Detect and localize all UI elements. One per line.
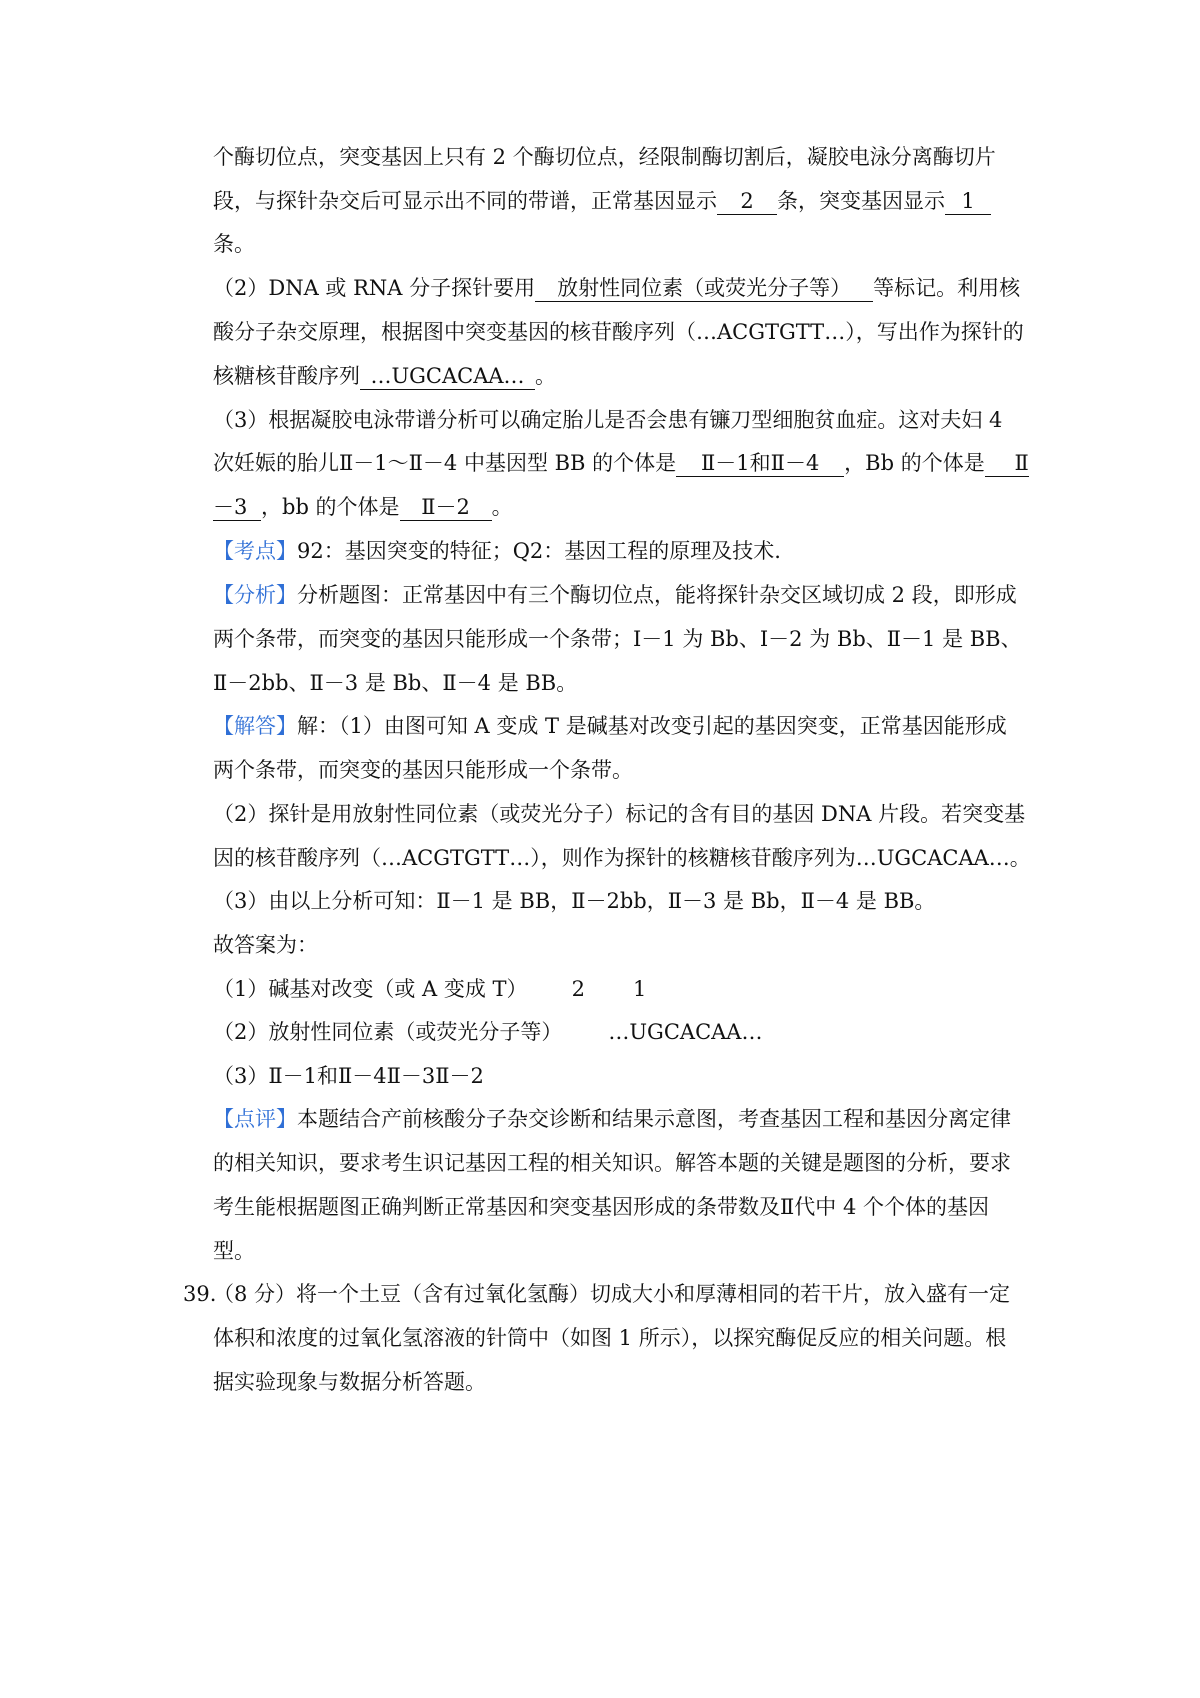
- answer-blank-label-method: 放射性同位素（或荧光分子等）: [535, 276, 873, 302]
- answer-blank-recessive-individual: Ⅱ－2: [400, 495, 492, 521]
- answer-1-mutant-bands: 1: [632, 977, 647, 1001]
- q38-p3-line2-text-a: 次妊娠的胎儿Ⅱ－1～Ⅱ－4 中基因型 BB 的个体是: [213, 451, 677, 475]
- q38-p2-line3-text-b: 。: [535, 364, 556, 388]
- answer-1-normal-bands: 2: [571, 977, 585, 1001]
- answer-blank-bb-individuals: Ⅱ－1和Ⅱ－4: [676, 451, 844, 477]
- fenxi-tag: 【分析】: [213, 583, 297, 607]
- q38-p1-line3: 条。: [213, 232, 255, 256]
- answer-2-text: （2）放射性同位素（或荧光分子等）: [213, 1020, 563, 1044]
- fenxi-text-1: 分析题图：正常基因中有三个酶切位点，能将探针杂交区域切成 2 段，即形成: [297, 583, 1017, 607]
- q39-line3: 据实验现象与数据分析答题。: [213, 1370, 486, 1394]
- q38-p3-line2-text-b: ，Bb 的个体是: [844, 451, 985, 475]
- dianping-line4: 型。: [213, 1239, 255, 1263]
- jieda-line3: （2）探针是用放射性同位素（或荧光分子）标记的含有目的基因 DNA 片段。若突变基: [213, 802, 1026, 826]
- q38-p3-line3: [213, 492, 513, 522]
- answer-blank-normal-bands: 2: [717, 189, 777, 215]
- fenxi-line3: Ⅱ－2bb、Ⅱ－3 是 Bb、Ⅱ－4 是 BB。: [213, 671, 578, 695]
- answer-2-sequence: …UGCACAA…: [608, 1020, 763, 1044]
- jieda-line5: （3）由以上分析可知：Ⅱ－1 是 BB，Ⅱ－2bb，Ⅱ－3 是 Bb，Ⅱ－4 是 BB。: [213, 889, 936, 913]
- q38-p2-line1-text-a: （2）DNA 或 RNA 分子探针要用: [213, 276, 536, 300]
- q38-p2-line1-text-b: 等标记。利用核: [873, 276, 1021, 300]
- dianping-tag: 【点评】: [213, 1107, 297, 1131]
- q39-number: 39.: [183, 1282, 217, 1306]
- kaodian-section: [213, 536, 781, 566]
- dianping-line3: 考生能根据题图正确判断正常基因和突变基因形成的条带数及Ⅱ代中 4 个个体的基因: [213, 1195, 989, 1219]
- q38-p2-line2: 酸分子杂交原理，根据图中突变基因的核苷酸序列（…ACGTGTT…），写出作为探针的: [213, 320, 1024, 344]
- jieda-tag: 【解答】: [213, 714, 297, 738]
- fenxi-line2: 两个条带，而突变的基因只能形成一个条带；Ⅰ－1 为 Bb、Ⅰ－2 为 Bb、Ⅱ－1 是 BB、: [213, 627, 1022, 651]
- q38-p1-line2-text-b: 条，突变基因显示: [777, 189, 945, 213]
- answer-blank-mutant-bands: 1: [945, 189, 991, 215]
- q38-p3-line1: （3）根据凝胶电泳带谱分析可以确定胎儿是否会患有镰刀型细胞贫血症。这对夫妇 4: [213, 408, 1003, 432]
- q38-p2-line3: [213, 361, 556, 391]
- q39-line2: 体积和浓度的过氧化氢溶液的针筒中（如图 1 所示），以探究酶促反应的相关问题。根: [213, 1326, 1007, 1350]
- dianping-text-1: 本题结合产前核酸分子杂交诊断和结果示意图，考查基因工程和基因分离定律: [297, 1107, 1011, 1131]
- jieda-line4: 因的核苷酸序列（…ACGTGTT…），则作为探针的核糖核苷酸序列为…UGCACAA…。: [213, 846, 1031, 870]
- jieda-text-1: 解：（1）由图可知 A 变成 T 是碱基对改变引起的基因突变，正常基因能形成: [297, 714, 1007, 738]
- q38-p1-line2: [213, 186, 991, 216]
- answer-blank-bb-hetero-part1: Ⅱ: [985, 451, 1029, 477]
- answer-1: [213, 974, 646, 1004]
- dianping-line1: [213, 1104, 1011, 1134]
- answer-3: （3）Ⅱ－1和Ⅱ－4Ⅱ－3Ⅱ－2: [213, 1064, 484, 1088]
- answer-2: [213, 1017, 762, 1047]
- answer-blank-bb-hetero-part2: －3: [213, 495, 261, 521]
- q38-p3-line2: [213, 448, 1029, 478]
- fenxi-line1: [213, 580, 1017, 610]
- jieda-line1: [213, 711, 1007, 741]
- q38-p3-line3-text-a: ，bb 的个体是: [261, 495, 400, 519]
- q38-p2-line1: [213, 273, 1020, 303]
- q38-p2-line3-text-a: 核糖核苷酸序列: [213, 364, 360, 388]
- answer-1-text: （1）碱基对改变（或 A 变成 T）: [213, 977, 528, 1001]
- kaodian-text: 92：基因突变的特征；Q2：基因工程的原理及技术.: [297, 539, 781, 563]
- q38-p3-line3-text-b: 。: [491, 495, 513, 519]
- kaodian-tag: 【考点】: [213, 539, 297, 563]
- jieda-line2: 两个条带，而突变的基因只能形成一个条带。: [213, 758, 633, 782]
- q38-p1-line1: 个酶切位点，突变基因上只有 2 个酶切位点，经限制酶切割后，凝胶电泳分离酶切片: [213, 145, 996, 169]
- dianping-line2: 的相关知识，要求考生识记基因工程的相关知识。解答本题的关键是题图的分析，要求: [213, 1151, 1011, 1175]
- q38-p1-line2-text-a: 段，与探针杂交后可显示出不同的带谱，正常基因显示: [213, 189, 717, 213]
- answer-intro: 故答案为：: [213, 933, 318, 957]
- q39-line1: （8 分）将一个土豆（含有过氧化氢酶）切成大小和厚薄相同的若干片，放入盛有一定: [213, 1282, 1011, 1306]
- answer-blank-probe-sequence: …UGCACAA…: [360, 364, 535, 390]
